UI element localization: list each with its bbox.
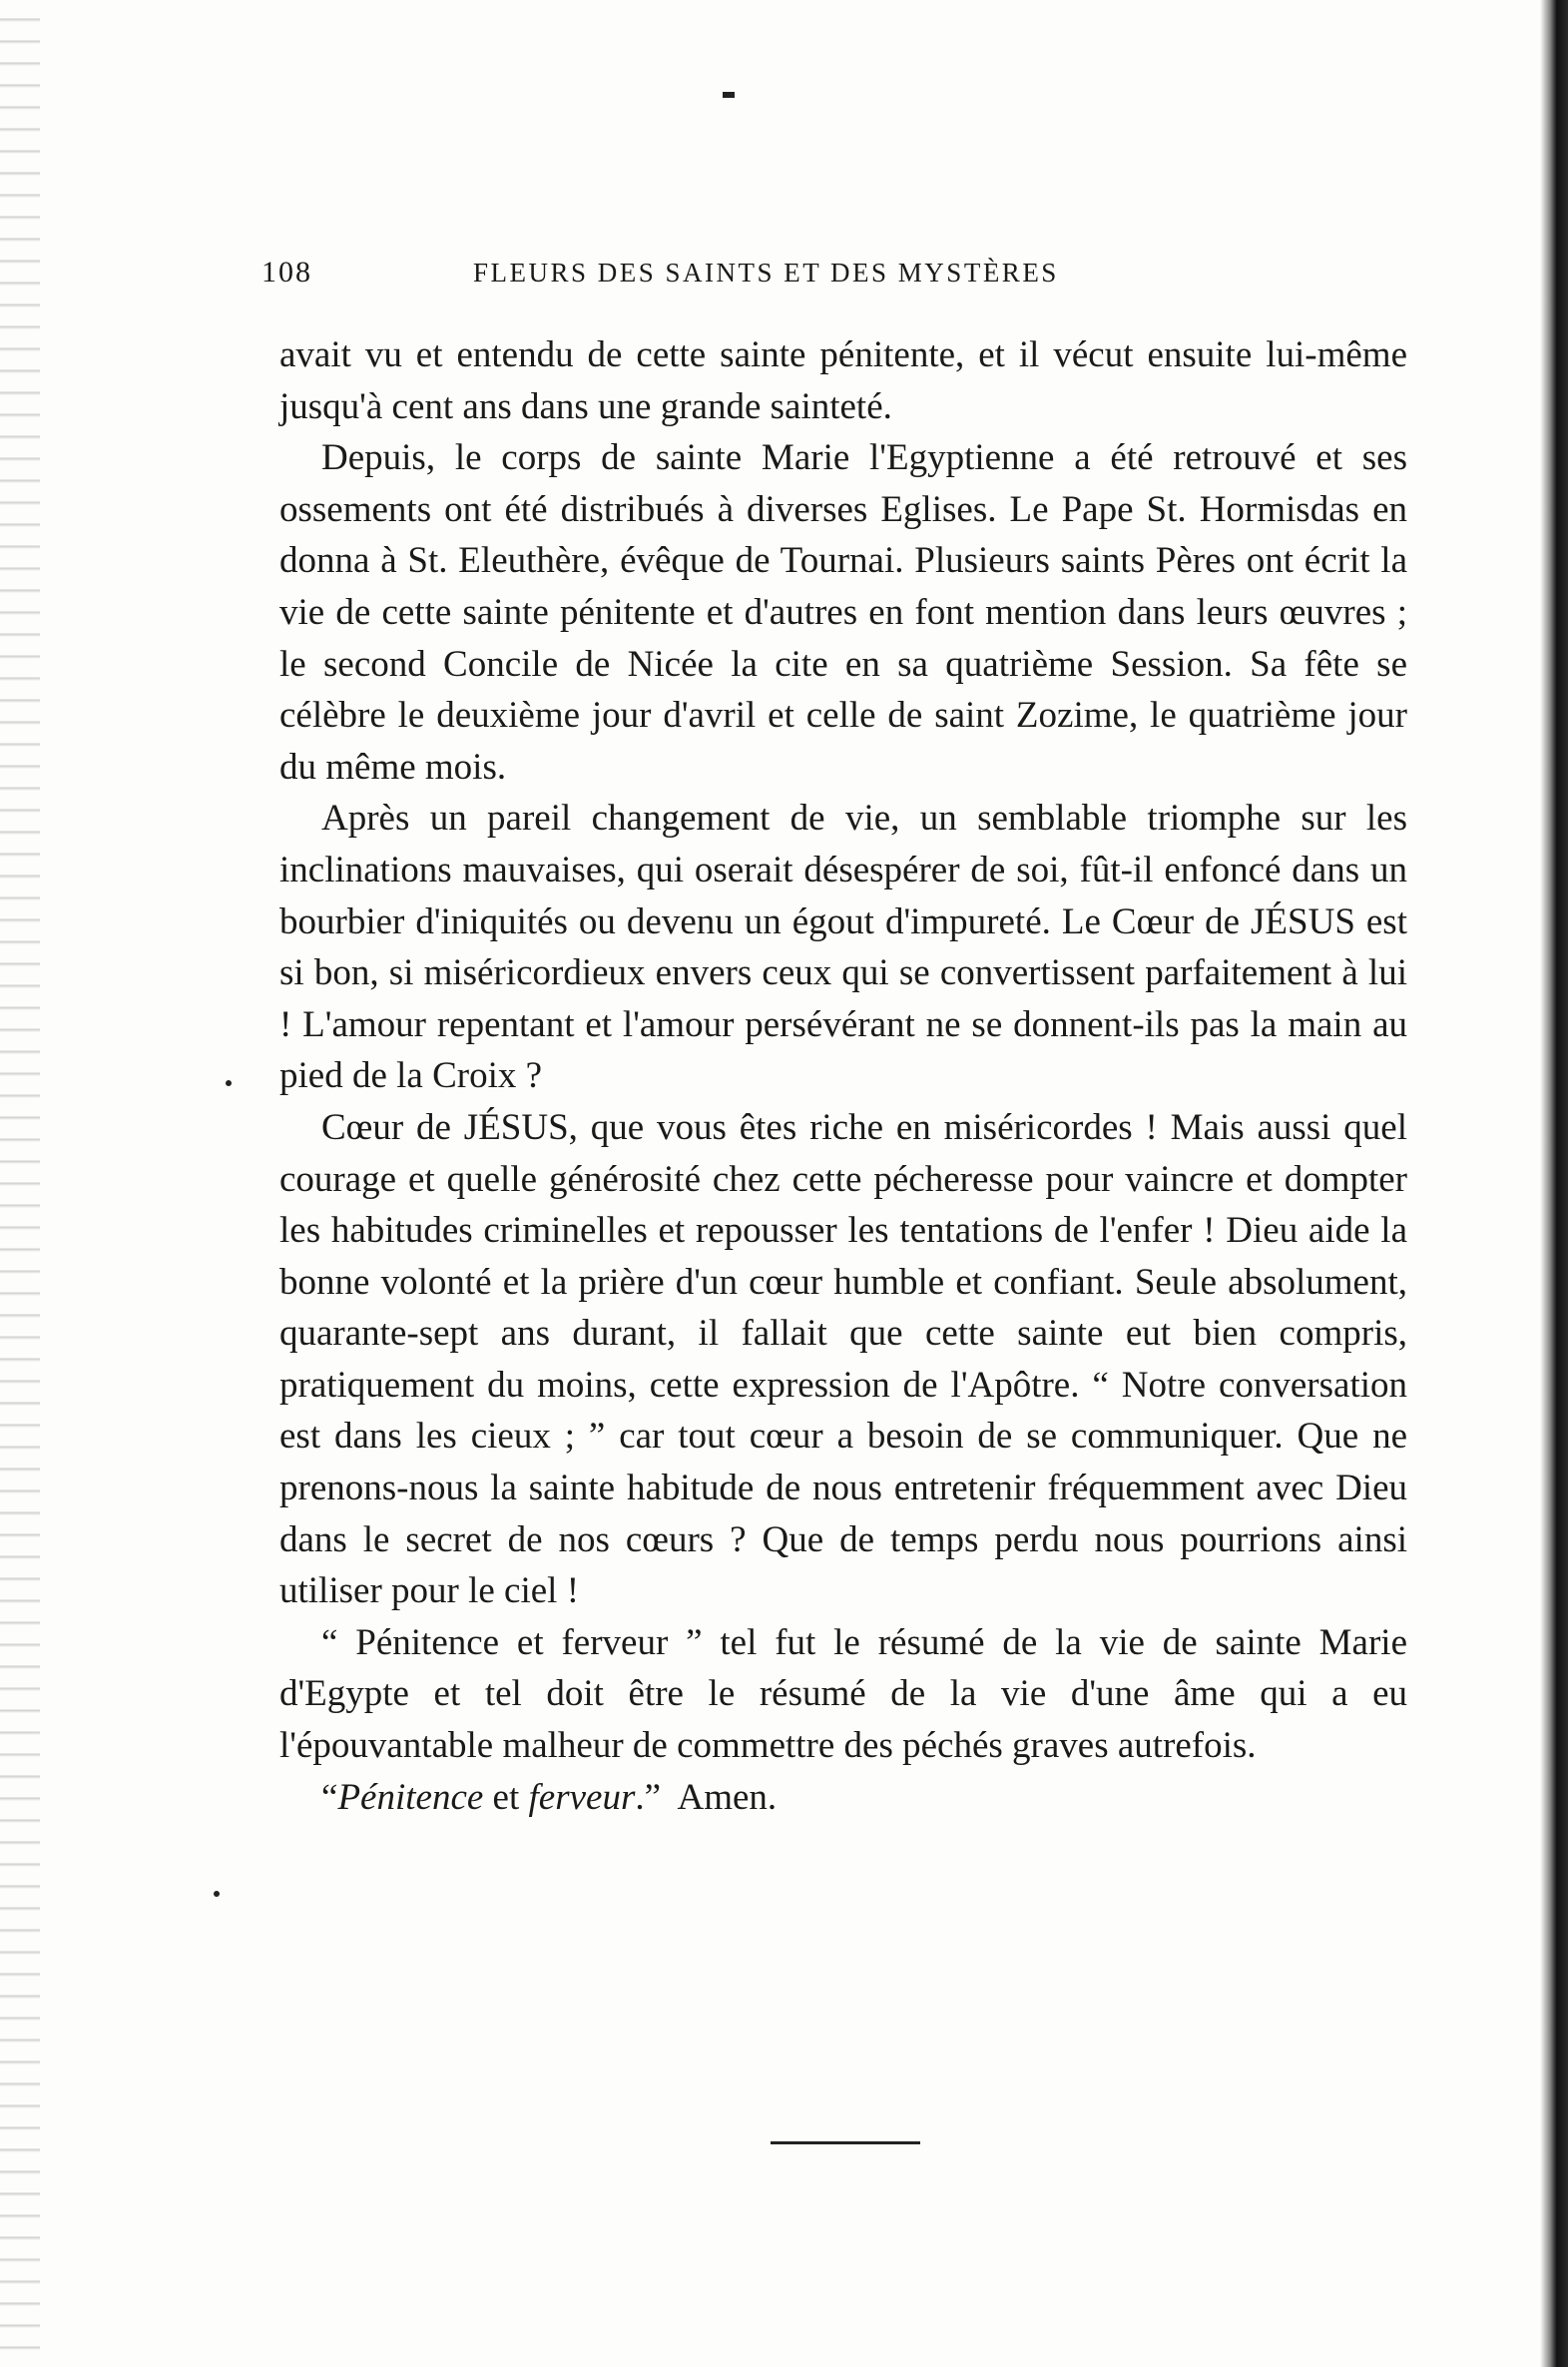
body-text [279,329,1407,1823]
closing-conjunction: et [483,1776,529,1818]
paragraph: Depuis, le corps de sainte Marie l'Egyptienne a été retrouvé et ses ossements ont été distribués à diverses Eglises. Le Pape St. Hormisdas en donna à St. Eleuthère, évêque de Tournai. Plusieurs saints Pères ont écrit la vie de cette sainte pénitente et d'autres en font mention dans leurs œuvres ; le second Concile de Nicée la cite en sa quatrième Session. Sa fête se célèbre le deuxième jour d'avril et celle de saint Zozime, le quatrième jour du même mois. [279,437,1407,788]
paragraph: Cœur de JÉSUS, que vous êtes riche en miséricordes ! Mais aussi quel courage et quelle générosité chez cette pécheresse pour vaincre et dompter les habitudes criminelles et repousser les tentations de l'enfer ! Dieu aide la bonne volonté et la prière d'un cœur humble et confiant. Seule absolument, quarante-sept ans durant, il fallait que cette sainte eut bien compris, pratiquement du moins, cette expression de l'Apôtre. “ Notre conversation est dans les cieux ; ” car tout cœur a besoin de se communiquer. Que ne prenons-nous la sainte habitude de nous entretenir fréquemment avec Dieu dans le secret de nos cœurs ? Que de temps perdu nous pourrions ainsi utiliser pour le ciel ! [279,1106,1407,1612]
page-gutter-shadow [0,0,40,2367]
open-quote: “ [321,1776,338,1818]
paragraph: avait vu et entendu de cette sainte pénitente, et il vécut ensuite lui-même jusqu'à cent ans dans une grande sainteté. [279,334,1407,427]
margin-mark [214,1891,220,1897]
paragraph: Après un pareil changement de vie, un semblable triomphe sur les inclinations mauvaises, qui oserait désespérer de soi, fût-il enfoncé dans un bourbier d'iniquités ou devenu un égout d'impureté. Le Cœur de JÉSUS est si bon, si miséricordieux envers ceux qui se convertissent parfaitement à lui ! L'amour repentant et l'amour persévérant ne se donnent-ils pas la main au pied de la Croix ? [279,798,1407,1097]
running-title: FLEURS DES SAINTS ET DES MYSTÈRES [473,258,1059,288]
end-rule [771,2141,920,2144]
page-number: 108 [261,256,312,289]
closing-amen: Amen. [661,1776,778,1818]
closing-line [279,1772,1407,1824]
print-mark [723,92,735,98]
running-header [261,256,1250,296]
page-edge-shadow [1540,0,1568,2367]
close-quote: .” [635,1776,662,1818]
margin-mark [226,1080,232,1086]
closing-word-penitence: Pénitence [337,1776,484,1818]
closing-word-ferveur: ferveur [528,1776,636,1818]
paragraph: “ Pénitence et ferveur ” tel fut le résumé de la vie de sainte Marie d'Egypte et tel doit être le résumé de la vie d'une âme qui a eu l'épouvantable malheur de commettre des péchés graves autrefois. [279,1621,1407,1767]
